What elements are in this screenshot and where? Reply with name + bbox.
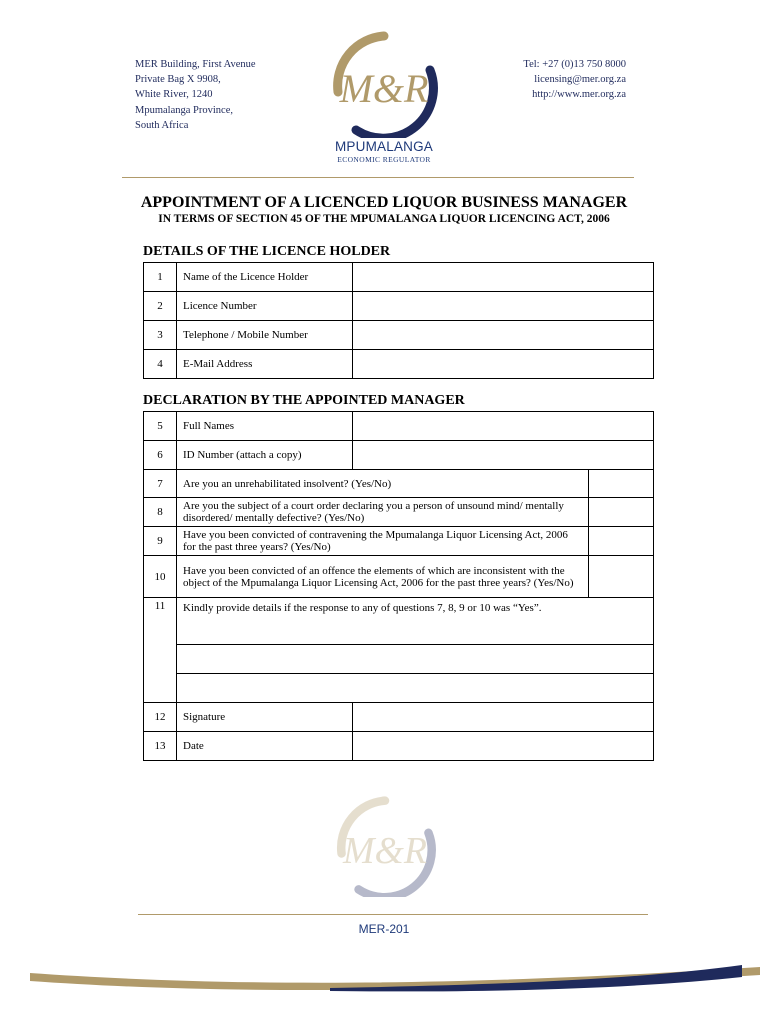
row-number: 10 <box>144 556 177 598</box>
row-number: 2 <box>144 292 177 321</box>
row-label: Signature <box>177 703 353 732</box>
full-names-field[interactable] <box>353 412 654 441</box>
address-line: MER Building, First Avenue <box>135 59 256 70</box>
address-block <box>135 57 256 133</box>
document-id: MER-201 <box>358 922 410 936</box>
contravention-answer-field[interactable] <box>589 527 654 556</box>
contact-website[interactable]: http://www.mer.org.za <box>532 89 626 101</box>
declaration-table <box>143 411 654 761</box>
row-number: 9 <box>144 527 177 556</box>
details-line-1-field[interactable] <box>177 645 654 674</box>
org-name: MPUMALANGA <box>334 139 434 154</box>
section-heading-declaration: DECLARATION BY THE APPOINTED MANAGER <box>143 393 465 408</box>
row-label: ID Number (attach a copy) <box>177 441 353 470</box>
court-order-answer-field[interactable] <box>589 498 654 527</box>
watermark-logo <box>330 795 440 897</box>
contact-block <box>523 57 626 103</box>
details-line-2-field[interactable] <box>177 674 654 703</box>
row-label: Are you an unrehabilitated insolvent? (Yes/No) <box>177 470 589 498</box>
id-number-field[interactable] <box>353 441 654 470</box>
row-label: Name of the Licence Holder <box>177 263 353 292</box>
row-number: 3 <box>144 321 177 350</box>
row-label: Licence Number <box>177 292 353 321</box>
table-row <box>144 498 654 527</box>
form-title: APPOINTMENT OF A LICENCED LIQUOR BUSINESS MANAGER <box>140 194 628 211</box>
footer-divider <box>138 914 648 915</box>
table-row <box>144 703 654 732</box>
address-line: Private Bag X 9908, <box>135 74 221 86</box>
row-label: Full Names <box>177 412 353 441</box>
address-line: White River, 1240 <box>135 89 213 101</box>
table-row <box>144 263 654 292</box>
form-subtitle: IN TERMS OF SECTION 45 OF THE MPUMALANGA LIQUOR LICENCING ACT, 2006 <box>158 213 610 225</box>
row-number: 6 <box>144 441 177 470</box>
signature-field[interactable] <box>353 703 654 732</box>
contact-phone: Tel: +27 (0)13 750 8000 <box>523 59 626 70</box>
row-label: Telephone / Mobile Number <box>177 321 353 350</box>
row-number: 12 <box>144 703 177 732</box>
section-heading-licence-holder: DETAILS OF THE LICENCE HOLDER <box>143 244 391 259</box>
row-number: 5 <box>144 412 177 441</box>
row-label: Have you been convicted of contravening the Mpumalanga Liquor Licensing Act, 2006 for the past three years? (Yes/No) <box>177 527 589 556</box>
row-label: Are you the subject of a court order declaring you a person of unsound mind/ mentally disordered/ mentally defective? (Yes/No) <box>177 498 589 527</box>
licence-holder-name-field[interactable] <box>353 263 654 292</box>
table-row <box>144 441 654 470</box>
offence-answer-field[interactable] <box>589 556 654 598</box>
date-field[interactable] <box>353 732 654 761</box>
table-row <box>144 598 654 645</box>
table-row <box>144 350 654 379</box>
row-label: Have you been convicted of an offence the elements of which are inconsistent with the object of the Mpumalanga Liquor Licensing Act, 2006 for the past three years? (Yes/No) <box>177 556 589 598</box>
row-number: 1 <box>144 263 177 292</box>
table-row <box>144 412 654 441</box>
logo-monogram: M&R <box>339 66 429 111</box>
watermark-monogram: M&R <box>343 830 427 872</box>
email-field[interactable] <box>353 350 654 379</box>
licence-holder-table <box>143 262 654 379</box>
row-number: 11 <box>144 598 177 703</box>
insolvent-answer-field[interactable] <box>589 470 654 498</box>
table-row <box>144 470 654 498</box>
row-label: Date <box>177 732 353 761</box>
licence-number-field[interactable] <box>353 292 654 321</box>
org-subtitle: ECONOMIC REGULATOR <box>337 155 431 164</box>
footer-swoosh <box>0 955 768 995</box>
address-line: Mpumalanga Province, <box>135 104 233 116</box>
contact-email[interactable]: licensing@mer.org.za <box>534 74 626 86</box>
telephone-field[interactable] <box>353 321 654 350</box>
table-row <box>144 527 654 556</box>
row-label: Kindly provide details if the response to any of questions 7, 8, 9 or 10 was “Yes”. <box>177 598 654 645</box>
row-label: E-Mail Address <box>177 350 353 379</box>
table-row <box>144 321 654 350</box>
table-row <box>144 732 654 761</box>
address-line: South Africa <box>135 119 189 131</box>
mer-logo <box>326 30 442 138</box>
header-divider <box>122 177 634 178</box>
row-number: 4 <box>144 350 177 379</box>
row-number: 7 <box>144 470 177 498</box>
table-row <box>144 556 654 598</box>
row-number: 8 <box>144 498 177 527</box>
row-number: 13 <box>144 732 177 761</box>
table-row <box>144 292 654 321</box>
table-row <box>144 674 654 703</box>
table-row <box>144 645 654 674</box>
